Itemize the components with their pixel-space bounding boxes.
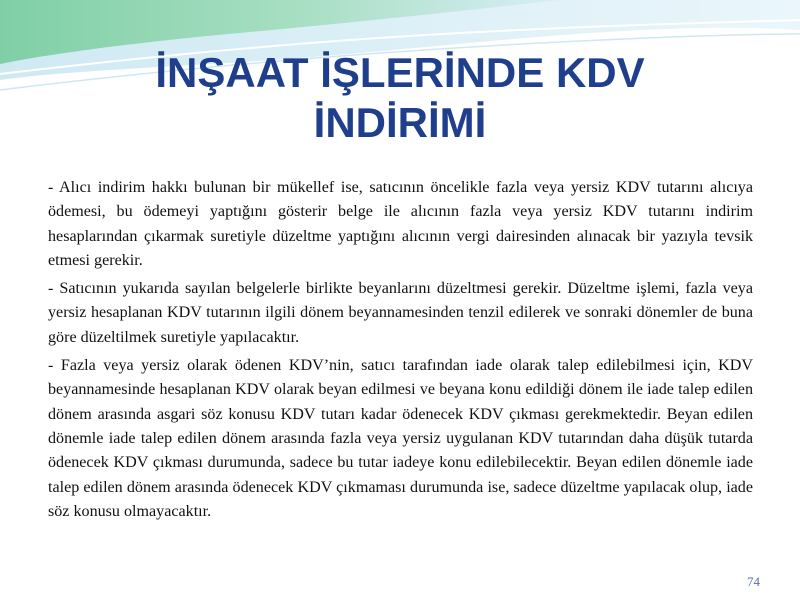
slide-body: [48, 176, 753, 528]
paragraph-3: - Fazla veya yersiz olarak ödenen KDV’nin, satıcı tarafından iade olarak talep edilebilmesi için, KDV beyannamesinde hesaplanan KDV olarak beyan edilmesi ve beyana konu edildiği dönem ile iade talep edilen dönem arasında asgari söz konusu KDV tutarı kadar ödenecek KDV çıkması gerekmektedir. Beyan edilen dönemle iade talep edilen dönem arasında fazla veya yersiz uygulanan KDV tutarından daha düşük tutarda ödenecek KDV çıkması durumunda, sadece bu tutar iadeye konu edilebilecektir. Beyan edilen dönemle iade talep edilen dönem arasında ödenecek KDV çıkmaması durumunda ise, sadece düzeltme yapılacak olup, iade söz konusu olmayacaktır.: [48, 357, 753, 520]
slide-title: [0, 48, 800, 148]
slide-title-line-2: İNDİRİMİ: [313, 99, 487, 146]
paragraph-1: - Alıcı indirim hakkı bulunan bir mükellef ise, satıcının öncelikle fazla veya yersiz KDV tutarını alıcıya ödemesi, bu ödemeyi yaptığını gösterir belge ile alıcının fazla veya yersiz KDV tutarını indirim hesaplarından çıkarmak suretiyle düzeltme yaptığını alıcının vergi dairesinden alınacak bir yazıyla tevsik etmesi gerekir.: [48, 179, 753, 269]
page-number: 74: [747, 574, 760, 589]
paragraph-2: - Satıcının yukarıda sayılan belgelerle birlikte beyanlarını düzeltmesi gerekir. Düzeltme işlemi, fazla veya yersiz hesaplanan KDV tutarının ilgili dönem beyannamesinden tenzil edilerek ve sonraki dönemler de buna göre düzeltilmek suretiyle yapılacaktır.: [48, 280, 753, 346]
slide-title-line-1: İNŞAAT İŞLERİNDE KDV: [155, 49, 645, 96]
